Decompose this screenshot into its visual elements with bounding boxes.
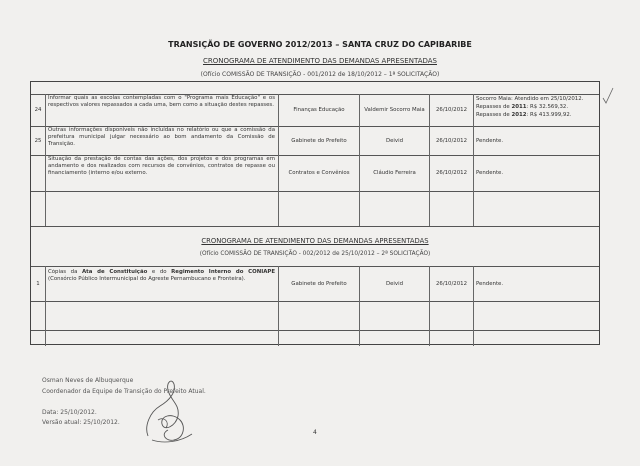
demand-description [48,269,275,301]
row-number [31,156,45,191]
document-date: Data: 25/10/2012. [42,409,97,416]
signatory-role: Coordenador da Equipe de Transição do Prefeito Atual. [42,388,206,395]
status-label: Repasses de [476,112,512,118]
due-date: 26/10/2012 [435,170,468,176]
version-date: Versão atual: 25/10/2012. [42,419,120,426]
responsible-person: Valdemir Socorro Maia [364,107,425,113]
responsible-person: Deivid [385,137,404,144]
responsible-person: Cláudio Ferreira [373,170,416,176]
desc-emphasis: Regimento Interno do CONIAPE [171,269,275,275]
handwritten-check-icon [602,86,614,106]
status-text: Pendente. [476,137,504,144]
responsible-area: Gabinete do Prefeito [291,137,347,144]
oficio-reference: (Ofício COMISSÃO DE TRANSIÇÃO - 001/2012 de 18/10/2012 – 1ª SOLICITAÇÃO) [200,71,440,78]
demand-description: Outras informações disponíveis não incluídas no relatório ou que a comissão da prefeitura municipal julgar necessário ao bom andamento da Comissão de Transição. [48,127,275,147]
desc-emphasis: Ata de Constituição [82,269,148,275]
schedule-subtitle: CRONOGRAMA DE ATENDIMENTO DAS DEMANDAS APRESENTADAS [203,57,437,65]
status-text: Pendente. [476,170,504,176]
row-number: 24 [34,107,42,113]
status-value: : R$ 413.999,92. [526,112,572,118]
table-column-rule [473,266,474,346]
row-number: 1 [36,280,40,287]
page-number: 4 [313,429,317,436]
status-year: 2012 [511,112,527,118]
table-column-rule [473,94,474,226]
responsible-area: Gabinete do Prefeito [291,280,347,287]
responsible-area: Contratos e Convênios [288,170,350,176]
table-rule [31,226,599,227]
status-text [476,95,600,126]
page-title: TRANSIÇÃO DE GOVERNO 2012/2013 – SANTA CRUZ DO CAPIBARIBE [168,40,472,49]
table-rule [31,191,599,192]
due-date: 26/10/2012 [435,137,468,144]
status-line: Socorro Maia: Atendido em 25/10/2012. [476,96,584,102]
status-year: 2011 [511,104,527,110]
demand-description: Informar quais as escolas contempladas com o "Programa mais Educação" e os respectivos valores repassados a cada uma, bem como a situação destes repasses. [48,95,275,108]
table-column-rule [45,266,46,346]
demand-description: Situação da prestação de contas das ações, dos projetos e dos programas em andamento e dos realizados com recursos de convênios, contratos de repasse ou financiamento (interno e/ou externo. [48,156,275,176]
demands-table [30,81,600,345]
section2-oficio: (Ofício COMISSÃO DE TRANSIÇÃO - 002/2012 de 25/10/2012 – 2ª SOLICITAÇÃO) [199,251,431,257]
status-line [476,103,600,111]
desc-text: e do [147,269,172,275]
status-text: Pendente. [476,280,504,287]
table-rule [31,301,599,302]
signatory-name: Osman Neves de Albuquerque [42,377,134,384]
table-column-rule [45,94,46,226]
due-date: 26/10/2012 [435,107,468,113]
row-number: 25 [34,137,42,144]
section2-title: CRONOGRAMA DE ATENDIMENTO DAS DEMANDAS APRESENTADAS [201,237,429,245]
status-line [476,111,600,119]
due-date: 26/10/2012 [435,280,468,287]
status-label: Repasses de [476,104,512,110]
desc-text: Cópias da [48,269,82,275]
responsible-area: Finanças Educação [293,107,345,113]
responsible-person: Deivid [385,280,404,287]
desc-text: (Consórcio Público Intermunicipal do Agreste Pernambucano e Fronteira). [48,276,246,282]
status-value: : R$ 32.569,32. [526,104,569,110]
table-rule [31,330,599,331]
handwritten-signature-icon [140,376,200,448]
